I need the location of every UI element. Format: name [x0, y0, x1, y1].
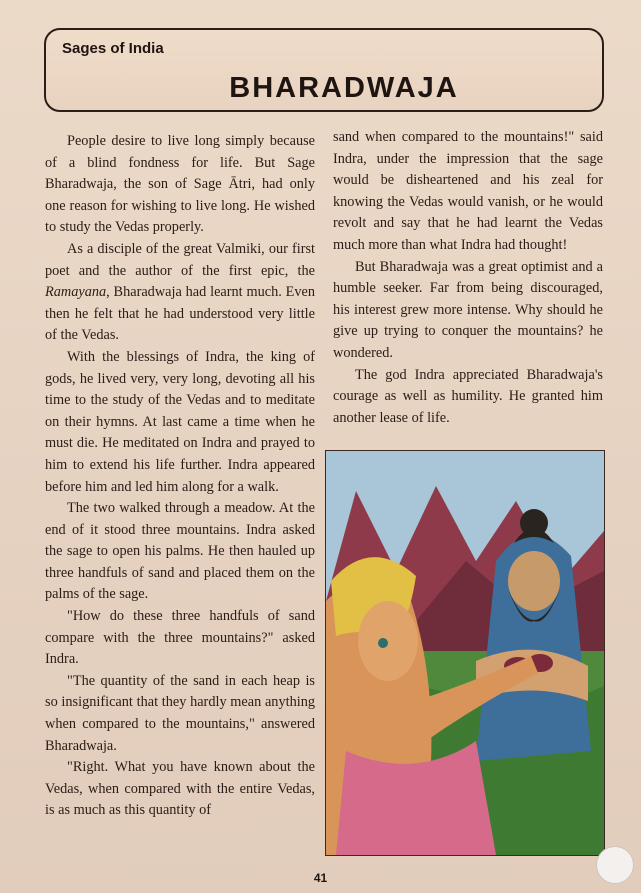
watermark-logo [596, 846, 634, 884]
paragraph: But Bharadwaja was a great optimist and a humble seeker. Far from being discouraged, his interest grew more intense. Why should he give up trying to conquer the mountains? he wondered. [333, 258, 603, 361]
page-number: 41 [313, 871, 328, 885]
paragraph-lead: As a disciple of the great Valmiki, our first poet and the author of the first epic, [45, 240, 315, 279]
title-banner [44, 28, 604, 112]
story-illustration [325, 450, 605, 856]
paragraph-text: the [297, 262, 315, 279]
paragraph: With the blessings of Indra, the king of gods, he lived very, very long, devoting all his time to the study of the Vedas and to meditate on their hymns. At last came a time when he must die. He meditated on Indra and prayed to him to extend his life further. Indra appeared before him and led him along for a walk. [45, 348, 315, 495]
series-label: Sages of India [62, 40, 164, 57]
paragraph: The god Indra appreciated Bharadwaja's courage as well as humility. He granted him another lease of life. [333, 366, 603, 426]
paragraph: "The quantity of the sand in each heap is so insignificant that they hardly mean anything when compared to the mountains," answered Bharadwaja. [45, 672, 315, 754]
paragraph-text: , Bharadwaja had learnt much. Even then he felt that he had understood very little of the Vedas. [45, 284, 315, 344]
paragraph: People desire to live long simply because of a blind fondness for life. But Sage Bharadwaja, the son of Sage Ātri, had only one reason for wishing to live long. He wished to study the Vedas properly. [45, 133, 315, 236]
paragraph: "Right. What you have known about the Vedas, when compared with the entire Vedas, is as much as this quantity of [45, 759, 315, 819]
page-title: BHARADWAJA [229, 72, 459, 104]
paragraph: "How do these three handfuls of sand compare with the three mountains?" asked Indra. [45, 608, 315, 668]
paragraph [45, 239, 315, 347]
illustration-art [326, 451, 604, 855]
right-text-column [333, 127, 603, 429]
left-text-column [45, 131, 315, 822]
epic-title: Ramayana [45, 284, 107, 301]
paragraph: sand when compared to the mountains!" said Indra, under the impression that the sage would be disheartened and his zeal for knowing the Vedas would vanish, or he would revolt and say that he had learnt the Vedas much more than what Indra had thought! [333, 129, 603, 253]
paragraph: The two walked through a meadow. At the end of it stood three mountains. Indra asked the sage to open his palms. He then hauled up three handfuls of sand and placed them on the palms of the sage. [45, 500, 315, 603]
